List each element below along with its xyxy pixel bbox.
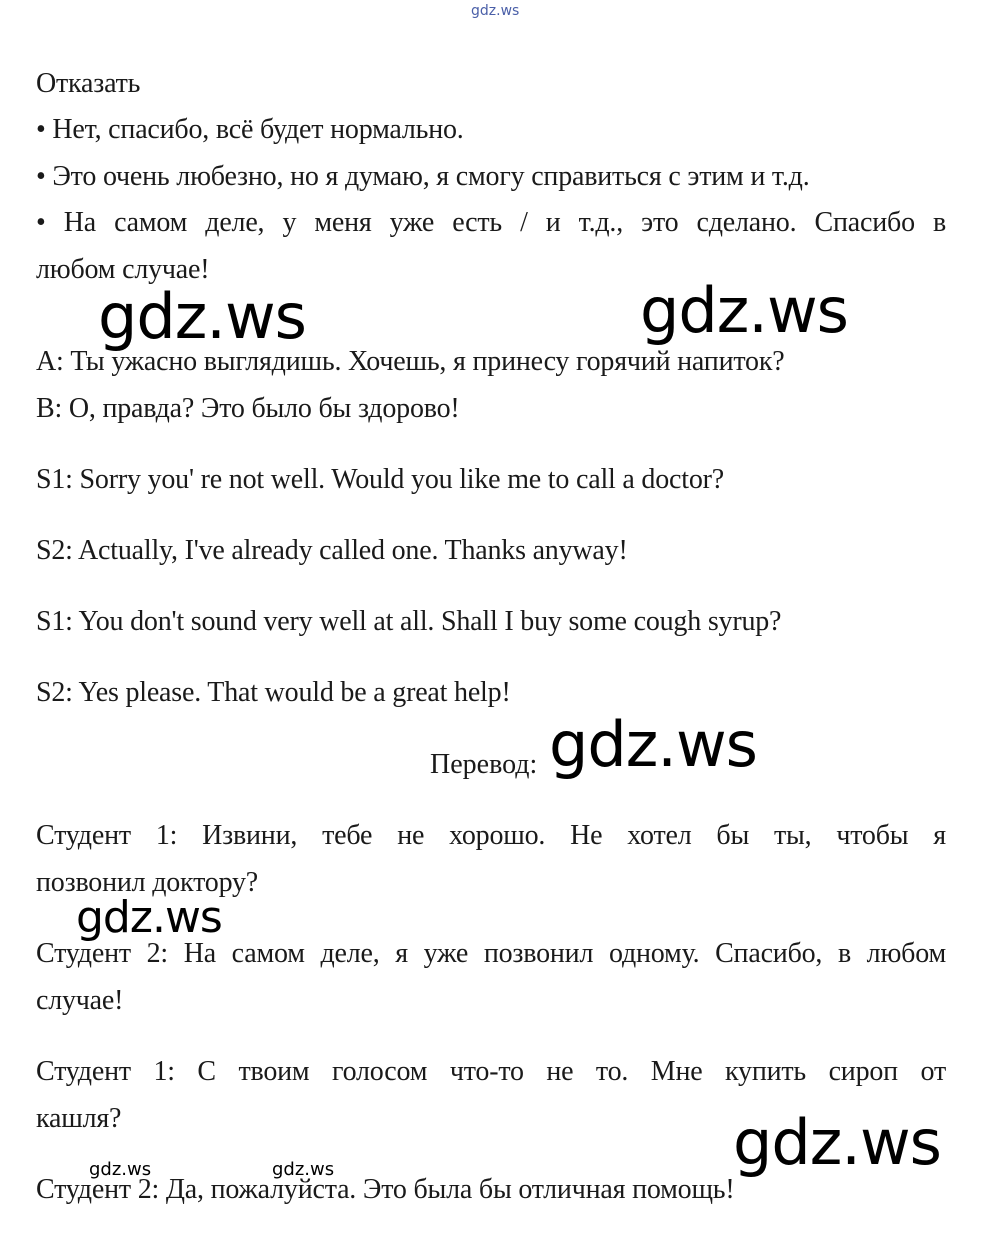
refuse-bullet-3-line-1: • На самом деле, у меня уже есть / и т.д., это сделано. Спасибо в [36, 207, 946, 238]
watermark-small-2: gdz.ws [272, 1159, 335, 1180]
translation-student1-a-line-2: позвонил доктору? [36, 867, 259, 898]
dialogue-en-s2-a: S2: Actually, I've already called one. Thanks anyway! [36, 535, 628, 566]
dialogue-en-s1-b: S1: You don't sound very well at all. Shall I buy some cough syrup? [36, 606, 782, 637]
refuse-bullet-3-line-2: любом случае! [36, 254, 210, 285]
watermark-large-2: gdz.ws [640, 274, 848, 347]
translation-student2-b: Студент 2: Да, пожалуйста. Это была бы отличная помощь! [36, 1174, 735, 1205]
watermark-large-1: gdz.ws [98, 280, 306, 353]
translation-student1-b-line-2: кашля? [36, 1103, 122, 1134]
dialogue-en-s1-a: S1: Sorry you' re not well. Would you like me to call a doctor? [36, 464, 724, 495]
translation-heading: Перевод: [430, 749, 538, 780]
dialogue-ru-a: А: Ты ужасно выглядишь. Хочешь, я принесу горячий напиток? [36, 346, 785, 377]
watermark-large-3: gdz.ws [549, 708, 757, 781]
refuse-heading: Отказать [36, 68, 141, 99]
translation-student1-b-line-1: Студент 1: С твоим голосом что-то не то. Мне купить сироп от [36, 1056, 946, 1087]
watermark-large-4: gdz.ws [733, 1106, 941, 1179]
dialogue-en-s2-b: S2: Yes please. That would be a great help! [36, 677, 511, 708]
watermark-medium-1: gdz.ws [76, 892, 222, 943]
refuse-bullet-2: • Это очень любезно, но я думаю, я смогу справиться с этим и т.д. [36, 161, 810, 192]
watermark-small-1: gdz.ws [89, 1159, 152, 1180]
dialogue-ru-b: В: О, правда? Это было бы здорово! [36, 393, 460, 424]
translation-student1-a-line-1: Студент 1: Извини, тебе не хорошо. Не хотел бы ты, чтобы я [36, 820, 946, 851]
refuse-bullet-1: • Нет, спасибо, всё будет нормально. [36, 114, 464, 145]
translation-student2-a-line-2: случае! [36, 985, 124, 1016]
translation-student2-a-line-1: Студент 2: На самом деле, я уже позвонил одному. Спасибо, в любом [36, 938, 946, 969]
watermark-top: gdz.ws [471, 3, 520, 19]
